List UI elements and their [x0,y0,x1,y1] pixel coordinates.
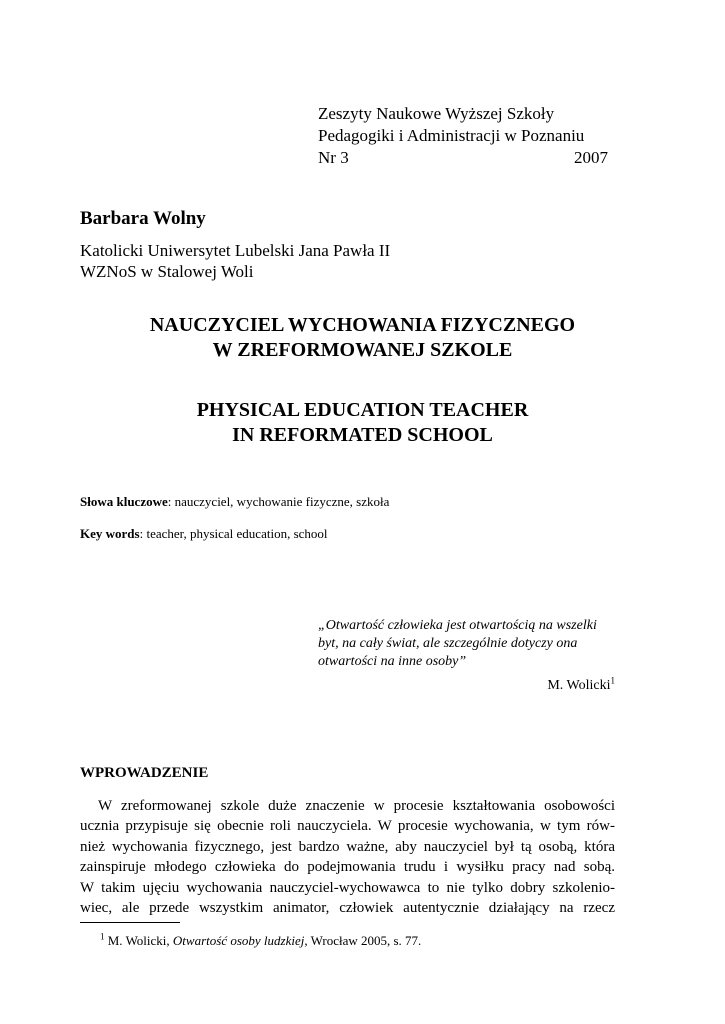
footnote-title: Otwartość osoby ludzkiej [172,933,305,948]
footnote-reference[interactable]: 1 [610,675,615,686]
title-english [80,398,645,448]
keywords-english-label: Key words [80,526,140,541]
paragraph-line: W zreformowanej szkole duże znaczenie w procesie kształtowania osobowości [98,798,615,814]
affiliation-line2: WZNoS w Stalowej Woli [80,262,254,281]
epigraph-line1: „Otwartość człowieka jest otwartością na wszelki [318,618,597,633]
keywords-polish [80,493,389,510]
epigraph-line2: byt, na cały świat, ale szczególnie dotyczy ona [318,636,578,651]
keywords-english [80,525,328,542]
keywords-polish-label: Słowa kluczowe [80,494,168,509]
epigraph-author [547,677,615,695]
footnote [100,932,421,949]
epigraph-author-name: M. Wolicki [547,678,611,693]
keywords-english-value: : teacher, physical education, school [139,526,328,541]
paragraph-line: zainspiruje młodego człowieka do podejmowania trudu i wysiłku pracy nad sobą. [80,859,615,876]
affiliation-line1: Katolicki Uniwersytet Lubelski Jana Pawła II [80,241,391,260]
footnote-prefix: M. Wolicki, [104,933,173,948]
title-english-line1: PHYSICAL EDUCATION TEACHER [196,399,529,421]
author-affiliation [80,240,390,282]
keywords-polish-value: : nauczyciel, wychowanie fizyczne, szkoła [167,494,390,509]
title-polish-line1: NAUCZYCIEL WYCHOWANIA FIZYCZNEGO [149,314,576,336]
paragraph-line: W takim ujęciu wychowania nauczyciel-wychowawca to nie tylko dobry szkolenio- [80,879,615,896]
body-paragraph [80,796,615,918]
title-polish-line2: W ZREFORMOWANEJ SZKOLE [212,339,513,361]
journal-header [318,103,608,169]
paragraph-line: wiec, ale przede wszystkim animator, człowiek autentycznie działający na rzecz [80,899,615,916]
journal-year: 2007 [574,148,608,167]
footnote-number: 1 [100,931,105,942]
epigraph-quote [318,617,608,671]
journal-name-line2: Pedagogiki i Administracji w Poznaniu [318,126,585,145]
title-english-line2: IN REFORMATED SCHOOL [232,424,493,446]
footnote-divider [80,922,180,923]
footnote-suffix: , Wrocław 2005, s. 77. [304,933,422,948]
author-name: Barbara Wolny [80,208,206,229]
title-polish [80,313,645,363]
journal-number: Nr 3 [318,148,349,167]
epigraph-line3: otwartości na inne osoby” [318,654,467,669]
paragraph-line: ucznia przypisuje się obecnie roli nauczyciela. W procesie wychowania, w tym rów- [80,818,615,835]
paragraph-line: nież wychowania fizycznego, jest bardzo ważne, aby nauczyciel był tą osobą, która [80,838,615,855]
journal-issue-row [318,147,608,169]
journal-name-line1: Zeszyty Naukowe Wyższej Szkoły [318,104,555,123]
section-heading: WPROWADZENIE [80,765,209,781]
